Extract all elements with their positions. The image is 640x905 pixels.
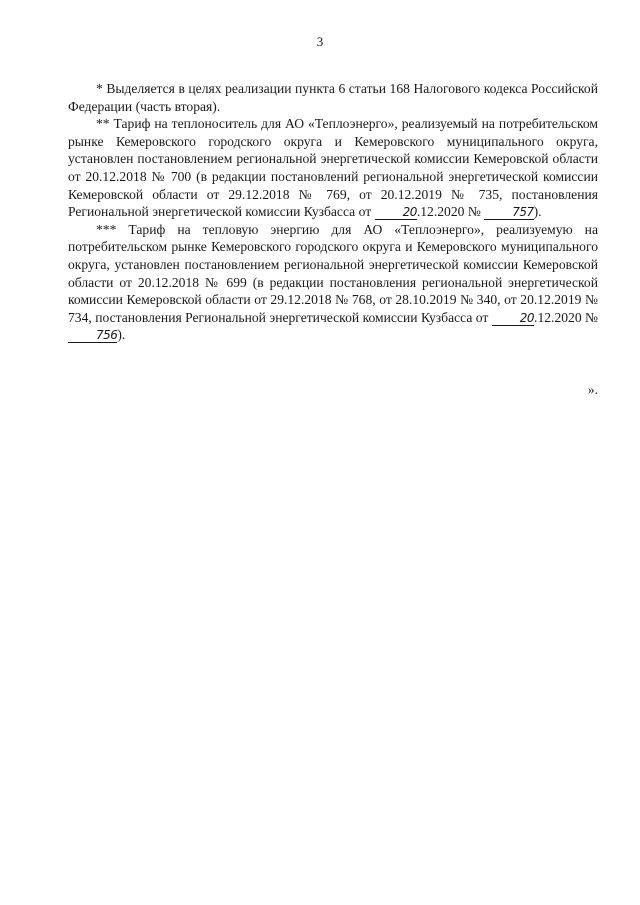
footnote-date-text: .12.2020 № [534,309,599,325]
footnote-heat-energy-tariff [68,221,598,344]
handwritten-day: 20 [375,206,417,220]
footnote-vat [68,80,598,115]
footnote-closing-text: ). [533,204,542,220]
closing-quote-mark: ». [587,382,598,397]
footnotes-block [68,80,598,344]
handwritten-resolution-number: 756 [68,329,117,343]
footnote-date-text: .12.2020 № [416,204,485,220]
footnote-text: ** Тариф на теплоноситель для АО «Теплоэнерго», реализуемый на потребительском рынке Кемеровского городского округа и Кемеровского муниципального округа, установлен постановлением региональной энергетической комиссии Кемеровской области от 20.12.2018 № 700 (в редакции постановлений региональной энергетической комиссии Кемеровской области от 29.12.2018 № 769, от 20.12.2019 № 735, постановления Региональной энергетической комиссии Кузбасса от [68,116,598,220]
footnote-closing-text: ). [117,327,126,343]
handwritten-resolution-number: 757 [484,206,533,220]
footnote-vat-text: * Выделяется в целях реализации пункта 6 статьи 168 Налогового кодекса Российской Федерации (часть вторая). [68,81,598,114]
footnote-text: *** Тариф на тепловую энергию для АО «Теплоэнерго», реализуемую на потребительском рынке Кемеровского городского округа и Кемеровского муниципального округа, установлен постановлением региональной энергетической комиссии Кемеровской области от 20.12.2018 № 699 (в редакции постановления региональной энергетической комиссии Кемеровской области от 29.12.2018 № 768, от 28.10.2019 № 340, от 20.12.2019 № 734, постановления Региональной энергетической комиссии Кузбасса от [68,221,598,325]
footnote-heat-carrier-tariff [68,115,598,221]
handwritten-day: 20 [492,312,534,326]
page-number: 3 [316,34,324,49]
